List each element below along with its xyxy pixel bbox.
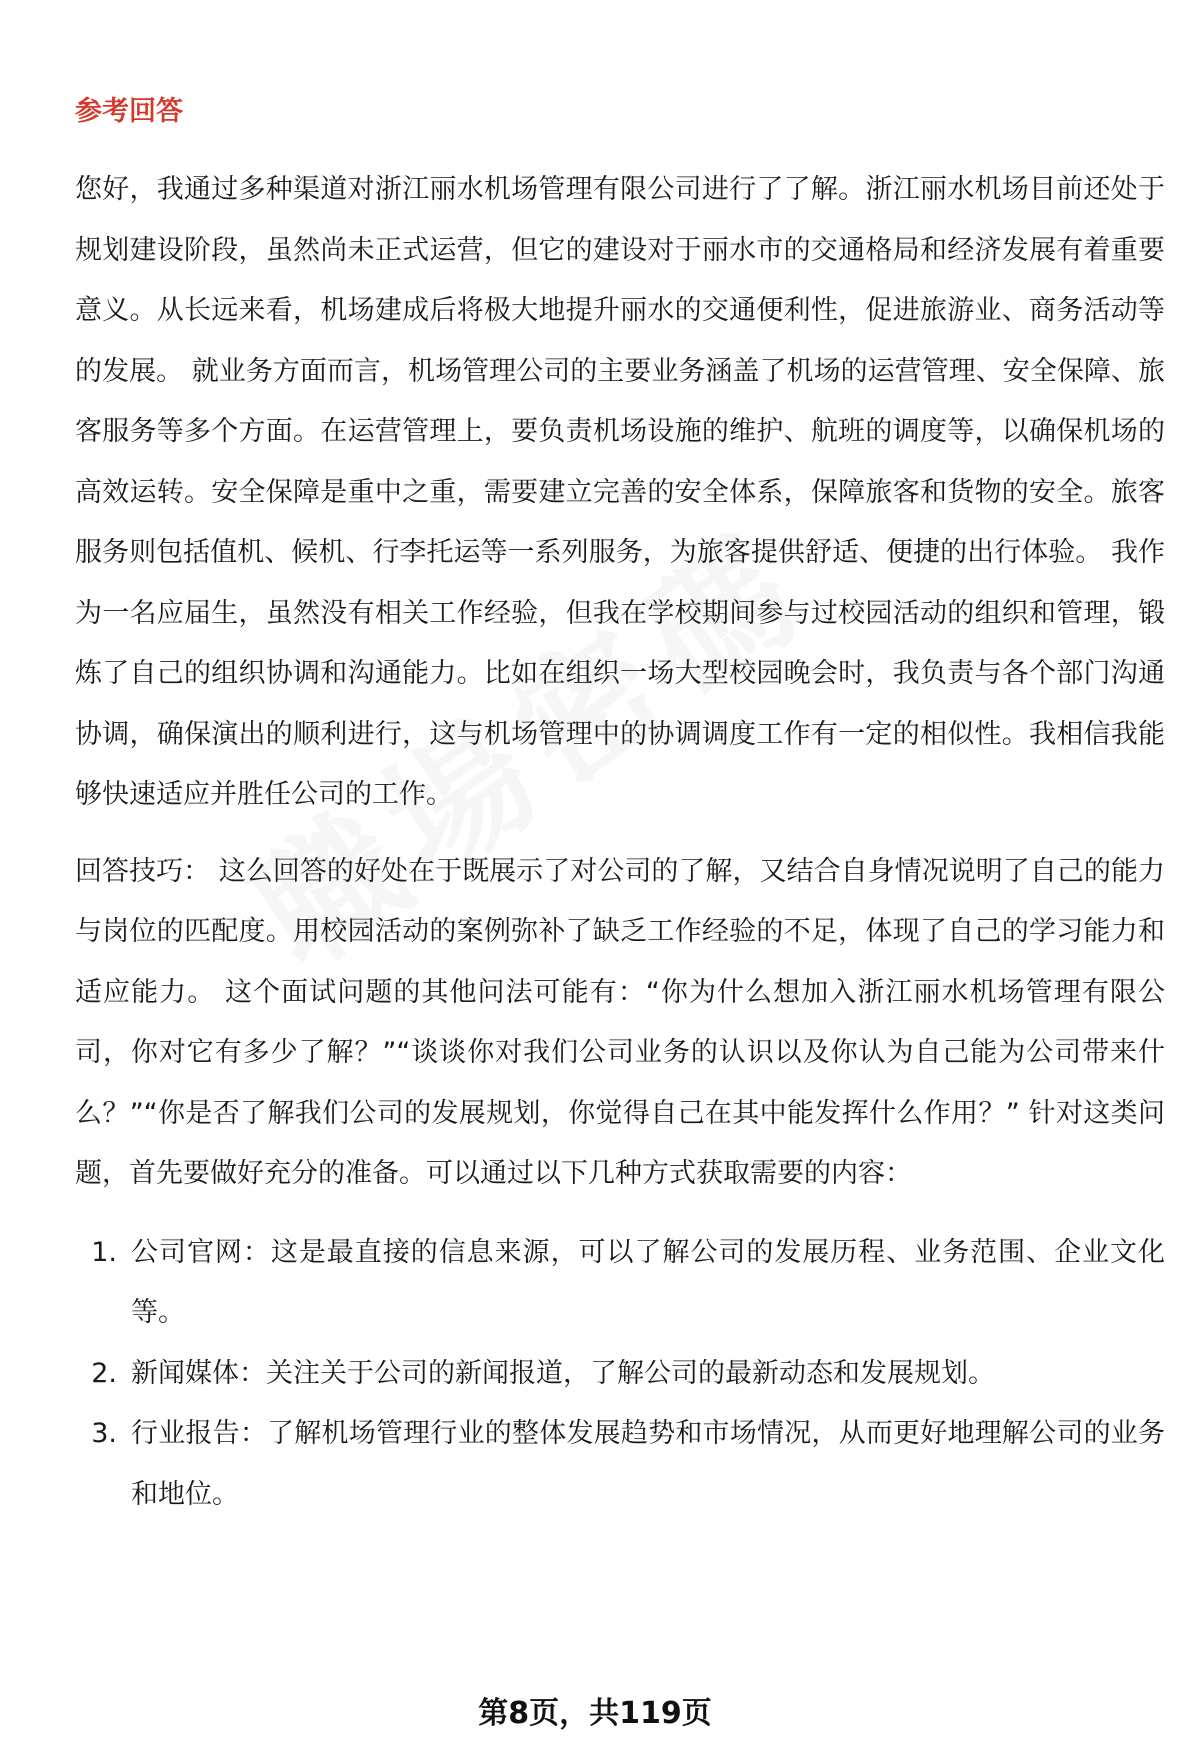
tips-paragraph: 回答技巧： 这么回答的好处在于既展示了对公司的了解，又结合自身情况说明了自己的能力与岗位的匹配度。用校园活动的案例弥补了缺乏工作经验的不足，体现了自己的学习能力和适应能力。 这个面试问题的其他问法可能有：“你为什么想加入浙江丽水机场管理有限公司，你对它有多少了解？”“谈谈你对我们公司业务的认识以及你认为自己能为公司带来什么？”“你是否了解我们公司的发展规划，你觉得自己在其中能发挥什么作用？” 针对这类问题，首先要做好充分的准备。可以通过以下几种方式获取需要的内容： xyxy=(75,855,1165,1189)
list-number: 2. xyxy=(91,1357,117,1389)
section-title: 参考回答 xyxy=(75,96,183,127)
page-footer: 第8页，共119页 xyxy=(478,1696,712,1731)
list-item xyxy=(75,1404,1165,1525)
list-item xyxy=(75,1223,1165,1344)
source-list xyxy=(75,1223,1165,1526)
answer-paragraph: 您好，我通过多种渠道对浙江丽水机场管理有限公司进行了了解。浙江丽水机场目前还处于规划建设阶段，虽然尚未正式运营，但它的建设对于丽水市的交通格局和经济发展有着重要意义。从长远来看，机场建成后将极大地提升丽水的交通便利性，促进旅游业、商务活动等的发展。 就业务方面而言，机场管理公司的主要业务涵盖了机场的运营管理、安全保障、旅客服务等多个方面。在运营管理上，要负责机场设施的维护、航班的调度等，以确保机场的高效运转。安全保障是重中之重，需要建立完善的安全体系，保障旅客和货物的安全。旅客服务则包括值机、候机、行李托运等一系列服务，为旅客提供舒适、便捷的出行体验。 我作为一名应届生，虽然没有相关工作经验，但我在学校期间参与过校园活动的组织和管理，锻炼了自己的组织协调和沟通能力。比如在组织一场大型校园晚会时，我负责与各个部门沟通协调，确保演出的顺利进行，这与机场管理中的协调调度工作有一定的相似性。我相信我能够快速适应并胜任公司的工作。 xyxy=(75,174,1165,810)
list-number: 3. xyxy=(91,1418,117,1449)
list-text: 公司官网：这是最直接的信息来源，可以了解公司的发展历程、业务范围、企业文化等。 xyxy=(131,1236,1165,1328)
list-text: 行业报告：了解机场管理行业的整体发展趋势和市场情况，从而更好地理解公司的业务和地位。 xyxy=(131,1418,1165,1510)
list-number: 1. xyxy=(91,1236,117,1268)
document-page xyxy=(75,80,1165,1525)
list-text: 新闻媒体：关注关于公司的新闻报道，了解公司的最新动态和发展规划。 xyxy=(131,1357,995,1389)
list-item xyxy=(75,1344,1165,1405)
